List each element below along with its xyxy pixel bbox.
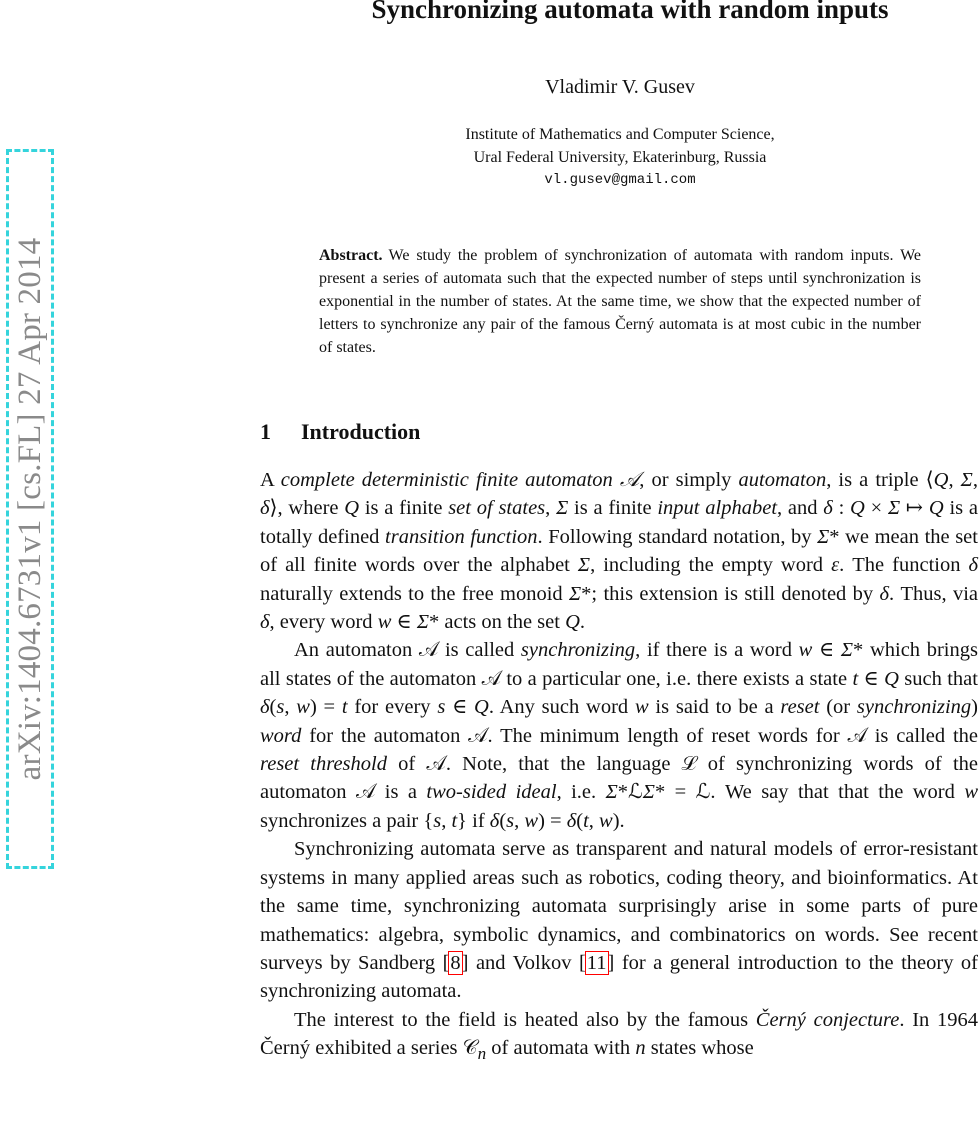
author-name: Vladimir V. Gusev [545,76,695,98]
paragraph-synchronizing: An automaton 𝒜 is called synchronizing, if there is a word w ∈ Σ* which brings all states of the automaton 𝒜 to a particular one, i.e. there exists a state t ∈ Q such that δ(s, w) = t for every s ∈ Q. Any such word w is said to be a reset (or synchronizing) word for the automaton 𝒜. The minimum length of reset words for 𝒜 is called the reset threshold of 𝒜. Note, that the language ℒ of synchronizing words of the automaton 𝒜 is a two-sided ideal, i.e. Σ*ℒΣ* = ℒ. We say that that the word w synchronizes a pair {s, t} if δ(s, w) = δ(t, w). [260,639,979,832]
author-email[interactable]: vl.gusev@gmail.com [544,172,696,188]
abstract-label: Abstract. [319,247,383,264]
affiliation [350,123,890,192]
citation-link-11[interactable]: 11 [586,951,607,974]
affiliation-line-2: Ural Federal University, Ekaterinburg, Russia [473,149,767,166]
paragraph-cerny: The interest to the field is heated also by the famous Černý conjecture. In 1964 Černý exhibited a series 𝒞$_n$ of automata with n states whose [260,1008,979,1064]
section-heading [260,419,420,445]
introduction-body [260,466,978,1069]
affiliation-line-1: Institute of Mathematics and Computer Science, [465,126,775,143]
citation-link-8[interactable]: 8 [450,951,461,974]
arxiv-identifier-stamp: arXiv:1404.6731v1 [cs.FL] 27 Apr 2014 [6,149,54,869]
abstract [319,244,921,359]
paragraph-applications: Synchronizing automata serve as transparent and natural models of error-resistant systems in many applied areas such as robotics, coding theory, and bioinformatics. At the same time, synchronizing automata surprisingly arise in some parts of pure mathematics: algebra, symbolic dynamics, and combinatorics on words. See recent surveys by Sandberg [8] and Volkov [11] for a general introduction to the theory of synchronizing automata. [260,838,979,1003]
abstract-text: We study the problem of synchronization of automata with random inputs. We present a series of automata such that the expected number of steps until synchronization is exponential in the number of states. At the same time, we show that the expected number of letters to synchronize any pair of the famous Černý automata is at most cubic in the number of states. [319,247,921,356]
section-number: 1 [260,419,271,444]
paragraph-definition: A complete deterministic finite automaton 𝒜, or simply automaton, is a triple ⟨Q, Σ, δ⟩, where Q is a finite set of states, Σ is a finite input alphabet, and δ : Q × Σ ↦ Q is a totally defined transition function. Following standard notation, by Σ* we mean the set of all finite words over the alphabet Σ, including the empty word ε. The function δ naturally extends to the free monoid Σ*; this extension is still denoted by δ. Thus, via δ, every word w ∈ Σ* acts on the set Q. [260,469,978,634]
paper-title: Synchronizing automata with random inputs [371,0,889,24]
section-title: Introduction [301,419,421,444]
